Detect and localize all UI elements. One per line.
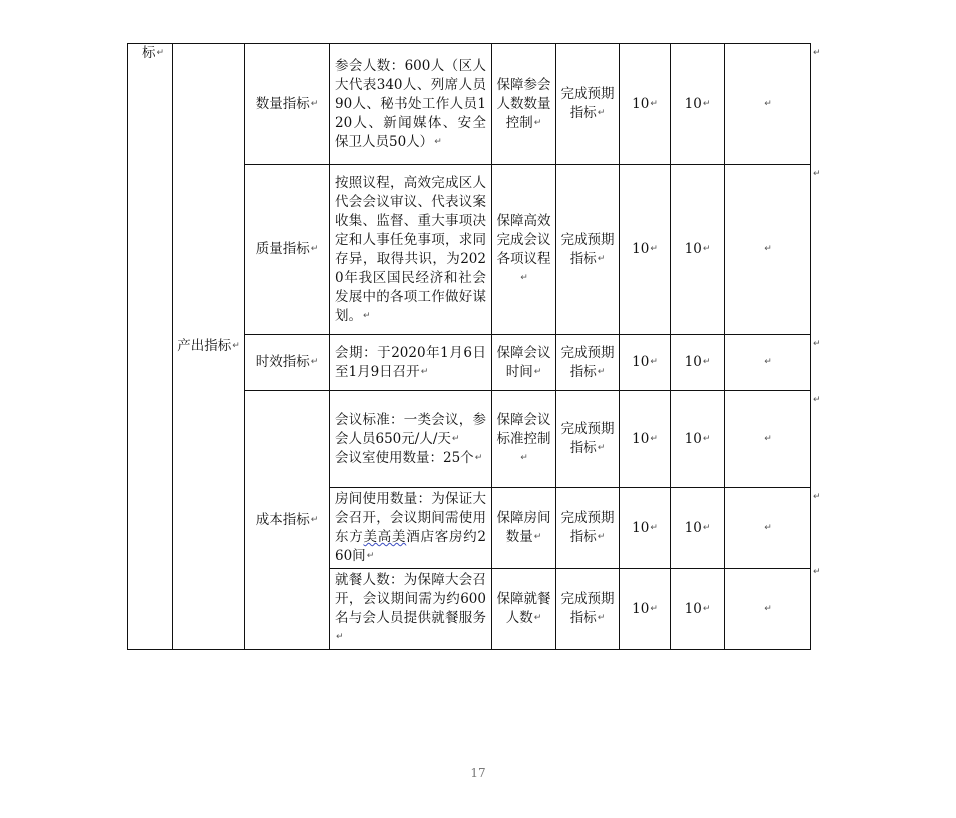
status-text: 完成预期指标: [560, 86, 615, 121]
return-mark: ↵: [363, 310, 371, 321]
level1-indicator-cell: [128, 44, 173, 650]
indicator-content: 就餐人数：为保障大会召开，会议期间需为约600名与会人员提供就餐服务: [335, 572, 486, 626]
indicator-content-cell: [330, 569, 492, 650]
return-mark: ↵: [474, 452, 483, 463]
status-cell: [556, 165, 620, 335]
return-mark: ↵: [764, 603, 772, 614]
return-mark: ↵: [597, 253, 606, 264]
indicator-content-cell: [330, 391, 492, 488]
return-mark: ↵: [597, 443, 606, 453]
note-cell: [725, 165, 811, 335]
return-mark: ↵: [451, 433, 460, 444]
return-mark: ↵: [310, 98, 319, 109]
target-text: 保障就餐人数: [496, 591, 551, 626]
score2-value: 10: [684, 354, 702, 370]
score2-cell: [671, 391, 725, 488]
row-end-mark: ↵: [813, 339, 821, 349]
target-cell: [492, 165, 556, 335]
table-row: [128, 44, 811, 165]
status-cell: [556, 44, 620, 165]
level1-label: 标: [142, 45, 156, 61]
target-text: 保障房间数量: [496, 510, 551, 545]
return-mark: ↵: [764, 357, 772, 367]
return-mark: ↵: [702, 244, 711, 254]
score1-value: 10: [632, 519, 650, 536]
return-mark: ↵: [650, 522, 658, 533]
target-cell: [492, 335, 556, 391]
level3-indicator-cell: [245, 391, 330, 650]
return-mark: ↵: [520, 452, 528, 463]
target-cell: [492, 488, 556, 569]
return-mark: ↵: [702, 98, 711, 109]
indicator-content-cell: [330, 335, 492, 391]
indicator-content-cell: [330, 44, 492, 165]
score1-value: 10: [632, 95, 650, 112]
return-mark: ↵: [310, 514, 319, 525]
note-cell: [725, 44, 811, 165]
status-text: 完成预期指标: [560, 231, 615, 267]
status-text: 完成预期指标: [560, 421, 615, 456]
return-mark: ↵: [597, 108, 606, 118]
score1-cell: [620, 335, 671, 391]
return-mark: ↵: [650, 98, 658, 109]
indicator-content: 按照议程，高效完成区人代会会议审议、代表议案收集、监督、重大事项决定和人事任免事项，求同存异，取得共识，为2020年我区国民经济和社会发展中的各项工作做好谋划。: [335, 174, 486, 324]
return-mark: ↵: [702, 357, 711, 367]
return-mark: ↵: [336, 632, 344, 642]
return-mark: ↵: [420, 366, 429, 377]
score2-cell: [671, 569, 725, 650]
score2-cell: [671, 335, 725, 391]
score1-cell: [620, 488, 671, 569]
note-cell: [725, 569, 811, 650]
return-mark: ↵: [650, 433, 658, 444]
return-mark: ↵: [533, 613, 542, 623]
return-mark: ↵: [533, 366, 542, 377]
note-cell: [725, 335, 811, 391]
score1-cell: [620, 44, 671, 165]
score1-cell: [620, 165, 671, 335]
row-end-mark: ↵: [813, 169, 821, 179]
score1-value: 10: [632, 354, 650, 370]
target-cell: [492, 44, 556, 165]
score1-cell: [620, 391, 671, 488]
target-text: 保障会议时间: [496, 344, 551, 380]
row-end-mark: ↵: [813, 48, 821, 58]
return-mark: ↵: [764, 244, 772, 254]
page-number: 17: [470, 766, 486, 780]
return-mark: ↵: [764, 522, 772, 533]
return-mark: ↵: [702, 433, 711, 444]
status-text: 完成预期指标: [560, 591, 615, 626]
status-cell: [556, 391, 620, 488]
row-end-mark: ↵: [813, 395, 821, 405]
return-mark: ↵: [156, 48, 165, 58]
status-cell: [556, 488, 620, 569]
return-mark: ↵: [232, 341, 240, 351]
level3-label: 质量指标: [255, 241, 310, 257]
indicator-content: 会期：于2020年1月6日至1月9日召开: [335, 344, 486, 380]
performance-indicator-table: [127, 43, 811, 650]
score2-cell: [671, 488, 725, 569]
target-cell: [492, 391, 556, 488]
status-cell: [556, 569, 620, 650]
status-text: 完成预期指标: [560, 510, 615, 545]
row-end-mark: ↵: [813, 567, 821, 577]
spellcheck-underlined-text: 美高美: [363, 529, 407, 545]
level3-label: 数量指标: [255, 95, 310, 112]
return-mark: ↵: [310, 357, 319, 367]
target-text: 保障参会人数数量控制: [496, 76, 551, 131]
score2-cell: [671, 44, 725, 165]
indicator-content: 房间使用数量：为保证大会召开，会议期间需使用东方: [335, 491, 486, 545]
row-end-mark: ↵: [813, 492, 821, 502]
score1-cell: [620, 569, 671, 650]
target-text: 保障会议标准控制: [496, 411, 551, 447]
score1-value: 10: [632, 430, 650, 447]
return-mark: ↵: [650, 603, 658, 614]
return-mark: ↵: [597, 532, 606, 542]
return-mark: ↵: [597, 613, 606, 623]
return-mark: ↵: [310, 244, 319, 254]
score2-value: 10: [684, 95, 702, 112]
return-mark: ↵: [764, 433, 772, 444]
return-mark: ↵: [650, 244, 658, 254]
level3-indicator-cell: [245, 335, 330, 391]
indicator-content: 酒店客房约260间: [335, 529, 487, 564]
return-mark: ↵: [702, 603, 711, 614]
score2-value: 10: [684, 600, 702, 617]
return-mark: ↵: [597, 366, 606, 377]
status-text: 完成预期指标: [560, 344, 615, 380]
score2-value: 10: [684, 519, 702, 536]
return-mark: ↵: [533, 532, 542, 542]
level3-label: 成本指标: [255, 511, 310, 528]
level2-indicator-cell: [173, 44, 245, 650]
level3-label: 时效指标: [255, 354, 310, 370]
score2-value: 10: [684, 430, 702, 447]
return-mark: ↵: [434, 136, 442, 147]
score2-value: 10: [684, 241, 702, 257]
return-mark: ↵: [533, 117, 542, 128]
return-mark: ↵: [650, 357, 658, 367]
indicator-content: 会议标准：一类会议，参会人员650元/人/天: [335, 411, 486, 447]
note-cell: [725, 488, 811, 569]
indicator-content: 会议室使用数量：25个: [335, 449, 474, 466]
target-cell: [492, 569, 556, 650]
return-mark: ↵: [702, 522, 711, 533]
level3-indicator-cell: [245, 44, 330, 165]
level3-indicator-cell: [245, 165, 330, 335]
score2-cell: [671, 165, 725, 335]
return-mark: ↵: [366, 551, 375, 561]
indicator-content-cell: [330, 488, 492, 569]
return-mark: ↵: [520, 272, 528, 283]
level2-label: 产出指标: [177, 338, 232, 354]
note-cell: [725, 391, 811, 488]
status-cell: [556, 335, 620, 391]
score1-value: 10: [632, 600, 650, 617]
target-text: 保障高效完成会议各项议程: [496, 212, 551, 267]
indicator-content-cell: [330, 165, 492, 335]
indicator-content: 参会人数：600人（区人大代表340人、列席人员90人、秘书处工作人员120人、新闻媒体、安全保卫人员50人）: [335, 57, 486, 150]
return-mark: ↵: [764, 98, 772, 109]
score1-value: 10: [632, 241, 650, 257]
